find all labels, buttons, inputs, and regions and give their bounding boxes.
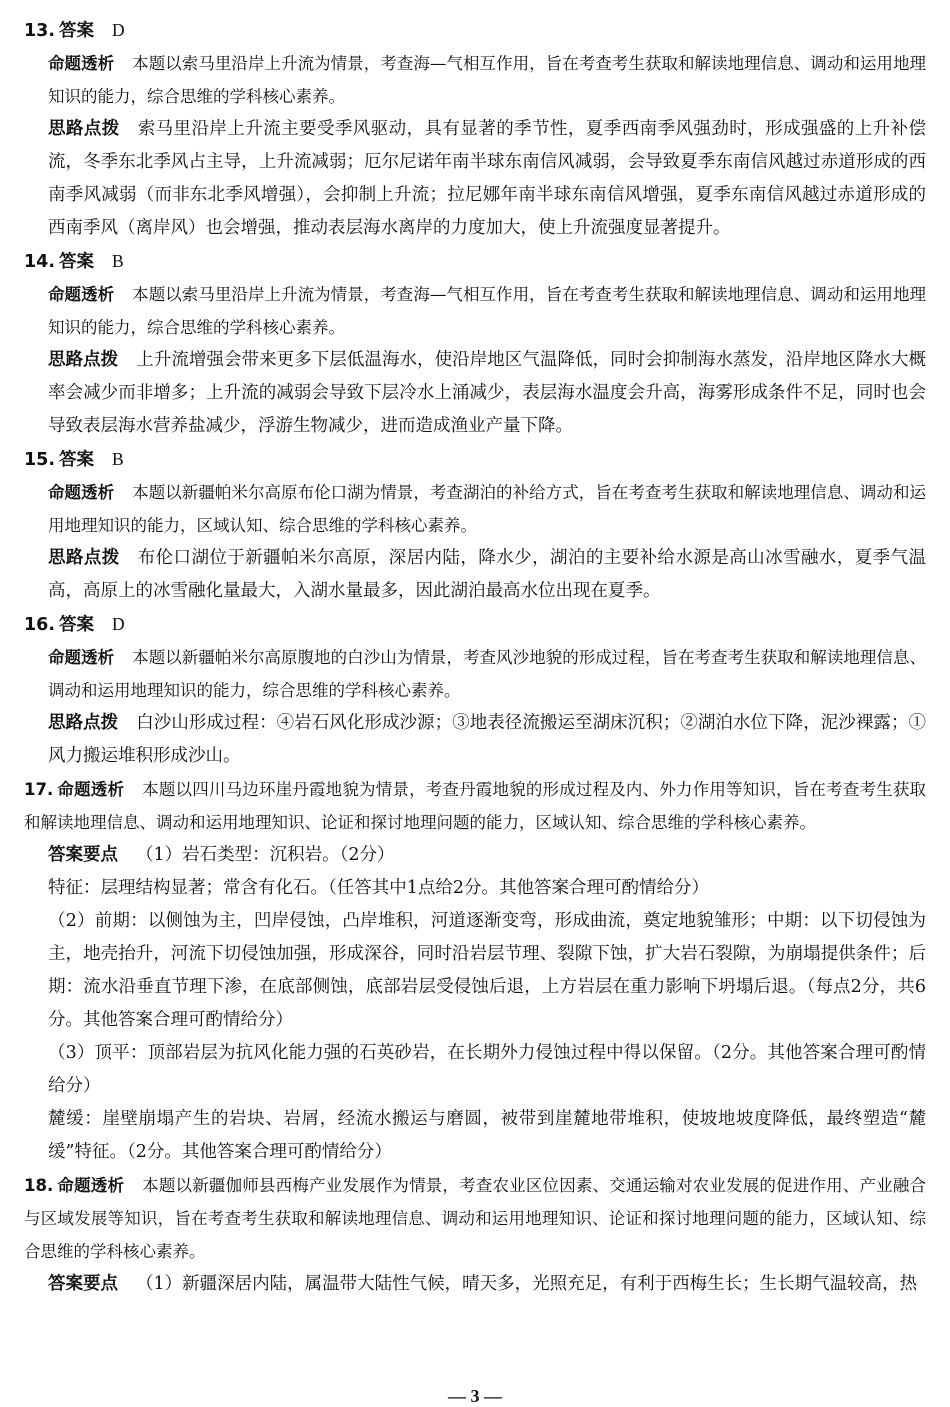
question-number: 14. — [24, 252, 56, 272]
analysis-text: 本题以新疆伽师县西梅产业发展作为情景，考查农业区位因素、交通运输对农业发展的促进作用、产业融合与区域发展等知识，旨在考查考生获取和解读地理信息、调动和运用地理知识、论证和探讨地理问题的能力，区域认知、综合思维的学科核心素养。 — [24, 1176, 927, 1261]
answer-value: D — [112, 20, 125, 40]
answer-label: 答案 — [59, 450, 95, 470]
analysis-paragraph — [24, 476, 926, 542]
tips-paragraph — [24, 113, 926, 245]
answer-label: 答案 — [59, 252, 95, 272]
key-point-5: 麓缓：崖壁崩塌产生的岩块、岩屑，经流水搬运与磨圆，被带到崖麓地带堆积，使坡地坡度降低，最终塑造“麓缓”特征。（2分。其他答案合理可酌情给分） — [48, 1109, 926, 1162]
answer-line — [24, 443, 926, 476]
key-point-4: （3）顶平：顶部岩层为抗风化能力强的石英砂岩，在长期外力侵蚀过程中得以保留。（2分。其他答案合理可酌情给分） — [48, 1043, 926, 1096]
tips-paragraph — [24, 707, 926, 773]
answer-line — [24, 245, 926, 278]
analysis-text: 本题以新疆帕米尔高原布伦口湖为情景，考查湖泊的补给方式，旨在考查考生获取和解读地理信息、调动和运用地理知识的能力，区域认知、综合思维的学科核心素养。 — [48, 483, 927, 535]
question-number: 15. — [24, 450, 56, 470]
question-13 — [24, 14, 926, 245]
key-point-3: （2）前期：以侧蚀为主，凹岸侵蚀，凸岸堆积，河道逐渐变弯，形成曲流，奠定地貌雏形；中期：以下切侵蚀为主，地壳抬升，河流下切侵蚀加强，形成深谷，同时沿岩层节理、裂隙下蚀，扩大岩石裂隙，为崩塌提供条件；后期：流水沿垂直节理下渗，在底部侧蚀，底部岩层受侵蚀后退，上方岩层在重力影响下坍塌后退。（每点2分，共6分。其他答案合理可酌情给分） — [48, 911, 926, 1030]
key-points-line — [24, 1268, 926, 1301]
analysis-text: 本题以四川马边环崖丹霞地貌为情景，考查丹霞地貌的形成过程及内、外力作用等知识，旨在考查考生获取和解读地理信息、调动和运用地理知识、论证和探讨地理问题的能力，区域认知、综合思维的学科核心素养。 — [24, 780, 927, 832]
question-number: 18. — [24, 1176, 54, 1195]
answer-line — [24, 608, 926, 641]
question-14 — [24, 245, 926, 443]
tips-paragraph — [24, 542, 926, 608]
analysis-text: 本题以新疆帕米尔高原腹地的白沙山为情景，考查风沙地貌的形成过程，旨在考查考生获取和解读地理信息、调动和运用地理知识的能力，综合思维的学科核心素养。 — [48, 648, 927, 700]
key-point-2: 特征：层理结构显著；常含有化石。（任答其中1点给2分。其他答案合理可酌情给分） — [48, 878, 710, 898]
tips-paragraph — [24, 344, 926, 443]
question-number: 17. — [24, 780, 54, 799]
analysis-label: 命题透析 — [48, 54, 115, 73]
analysis-label: 命题透析 — [48, 483, 115, 502]
tips-label: 思路点拨 — [48, 713, 119, 733]
analysis-paragraph — [24, 1169, 926, 1268]
page-number: — 3 — — [448, 1386, 502, 1406]
analysis-label: 命题透析 — [57, 780, 125, 799]
key-points-label: 答案要点 — [48, 845, 118, 865]
tips-text: 上升流增强会带来更多下层低温海水，使沿岸地区气温降低，同时会抑制海水蒸发，沿岸地区降水大概率会减少而非增多；上升流的减弱会导致下层冷水上涌减少，表层海水温度会升高，海雾形成条件不足，同时也会导致表层海水营养盐减少，浮游生物减少，进而造成渔业产量下降。 — [48, 350, 927, 436]
analysis-text: 本题以索马里沿岸上升流为情景，考查海—气相互作用，旨在考查考生获取和解读地理信息、调动和运用地理知识的能力，综合思维的学科核心素养。 — [48, 285, 927, 337]
analysis-paragraph — [24, 641, 926, 707]
key-point-1: （1）岩石类型：沉积岩。（2分） — [136, 845, 395, 865]
question-number: 16. — [24, 615, 56, 635]
analysis-paragraph — [24, 773, 926, 839]
tips-text: 白沙山形成过程：④岩石风化形成沙源；③地表径流搬运至湖床沉积；②湖泊水位下降，泥沙裸露；①风力搬运堆积形成沙山。 — [48, 713, 927, 766]
key-point-1: （1）新疆深居内陆，属温带大陆性气候，晴天多，光照充足，有利于西梅生长；生长期气温较高，热 — [136, 1274, 918, 1294]
answer-line — [24, 14, 926, 47]
analysis-label: 命题透析 — [57, 1176, 125, 1195]
tips-label: 思路点拨 — [48, 350, 119, 370]
tips-label: 思路点拨 — [48, 548, 120, 568]
question-17 — [24, 773, 926, 1169]
analysis-paragraph — [24, 278, 926, 344]
tips-text: 布伦口湖位于新疆帕米尔高原，深居内陆，降水少，湖泊的主要补给水源是高山冰雪融水，夏季气温高，高原上的冰雪融化量最大，入湖水量最多，因此湖泊最高水位出现在夏季。 — [48, 548, 926, 601]
answer-value: D — [112, 614, 125, 634]
question-number: 13. — [24, 21, 56, 41]
answer-label: 答案 — [59, 615, 95, 635]
analysis-paragraph — [24, 47, 926, 113]
key-points-line — [24, 839, 926, 872]
answer-value: B — [112, 449, 124, 469]
question-18 — [24, 1169, 926, 1301]
analysis-text: 本题以索马里沿岸上升流为情景，考查海—气相互作用，旨在考查考生获取和解读地理信息、调动和运用地理知识的能力，综合思维的学科核心素养。 — [48, 54, 927, 106]
tips-text: 索马里沿岸上升流主要受季风驱动，具有显著的季节性，夏季西南季风强劲时，形成强盛的上升补偿流，冬季东北季风占主导，上升流减弱；厄尔尼诺年南半球东南信风减弱，会导致夏季东南信风越过赤道形成的西南季风减弱（而非东北季风增强），会抑制上升流；拉尼娜年南半球东南信风增强，夏季东南信风越过赤道形成的西南季风（离岸风）也会增强，推动表层海水离岸的力度加大，使上升流强度显著提升。 — [48, 119, 926, 238]
tips-label: 思路点拨 — [48, 119, 120, 139]
question-15 — [24, 443, 926, 608]
analysis-label: 命题透析 — [48, 285, 115, 304]
key-points-label: 答案要点 — [48, 1274, 118, 1294]
question-16 — [24, 608, 926, 773]
answer-value: B — [112, 251, 124, 271]
analysis-label: 命题透析 — [48, 648, 115, 667]
answer-label: 答案 — [59, 21, 95, 41]
